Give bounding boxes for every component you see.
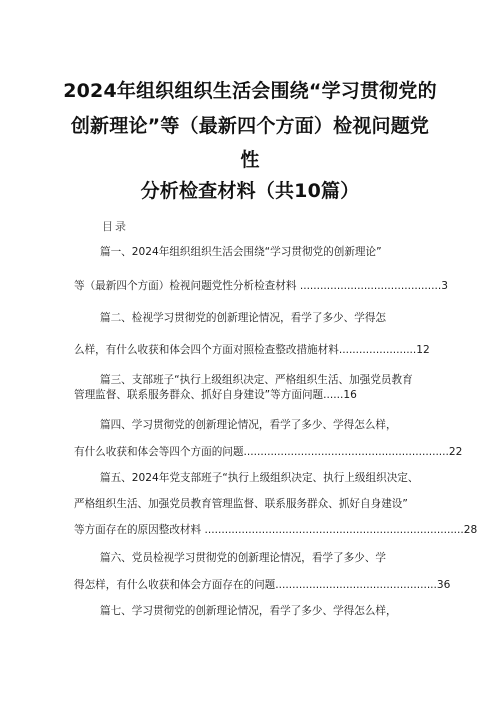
toc-line: 篇五、2024年党支部班子“执行上级组织决定、执行上级组织决定、	[100, 472, 419, 484]
toc-label: 目录	[102, 220, 128, 233]
toc-line: 得怎样，有什么收获和体会方面存在的问题................................................36	[74, 579, 451, 591]
toc-line: 篇四、学习贯彻党的创新理论情况，看学了多少、学得怎么样，	[100, 419, 397, 431]
document-title-line-1: 2024年组织组织生活会围绕“学习贯彻党的	[63, 80, 437, 102]
toc-line: 严格组织生活、加强党员教育管理监督、联系服务群众、抓好自身建设”	[74, 498, 408, 510]
toc-line: 篇六、党员检视学习贯彻党的创新理论情况，看学了多少、学	[100, 552, 387, 564]
document-title-line-3: 性	[240, 149, 260, 171]
toc-line: 有什么收获和体会等四个方面的问题.............................................................22	[74, 446, 463, 458]
toc-line: 等（最新四个方面）检视问题党性分析检查材料 ..........................................3	[74, 280, 449, 292]
toc-line: 篇七、学习贯彻党的创新理论情况，看学了多少、学得怎么样，	[100, 605, 397, 617]
toc-line: 篇二、检视学习贯彻党的创新理论情况，看学了多少、学得怎	[100, 312, 387, 324]
toc-line: 么样，有什么收获和体会四个方面对照检查整改措施材料.......................12	[74, 344, 430, 356]
document-title-line-2: 创新理论”等（最新四个方面）检视问题党	[70, 115, 430, 137]
toc-line: 管理监督、联系服务群众、抓好自身建设”等方面问题......16	[74, 389, 357, 401]
document-title-line-4: 分析检查材料（共10篇）	[140, 180, 360, 202]
toc-line: 篇一、2024年组织组织生活会围绕“学习贯彻党的创新理论”	[100, 246, 382, 258]
toc-line: 等方面存在的原因整改材料 .............................................................................28	[74, 524, 478, 536]
toc-line: 篇三、支部班子“执行上级组织决定、严格组织生活、加强党员教育	[100, 374, 413, 386]
